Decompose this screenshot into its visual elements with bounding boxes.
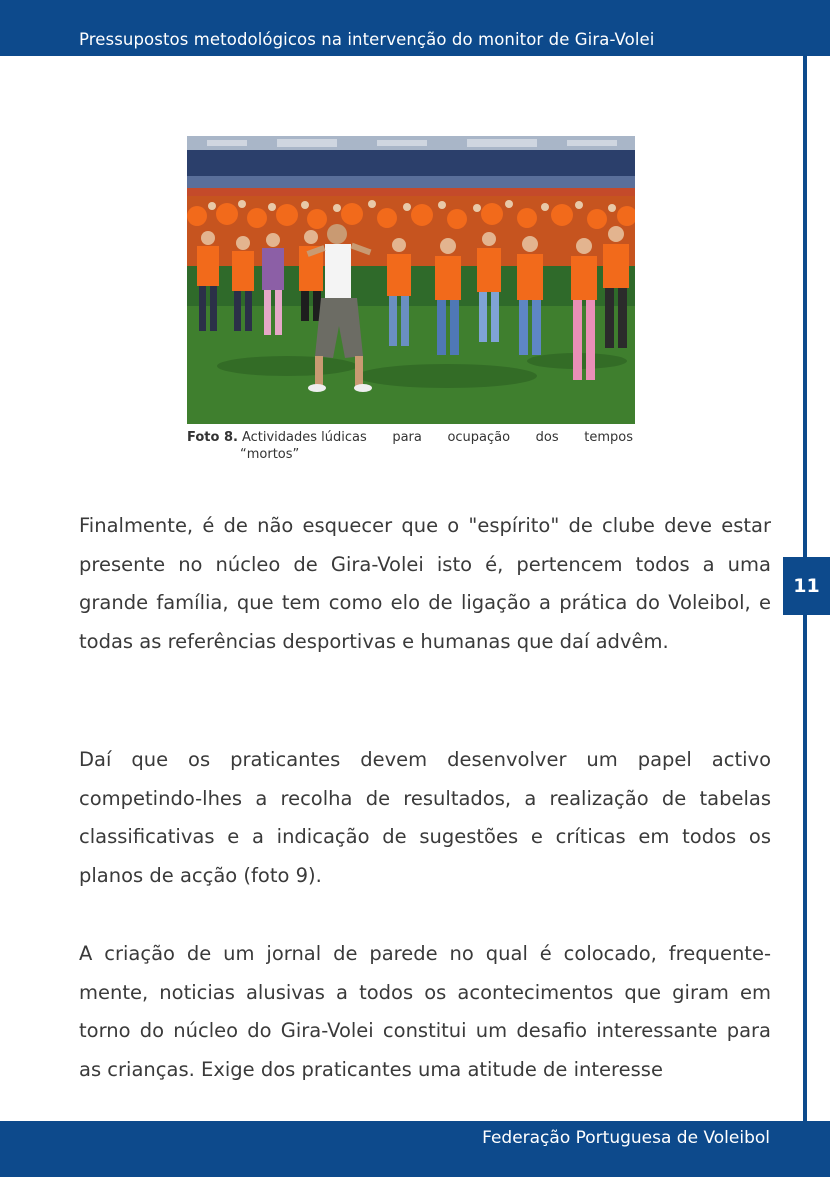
caption-word: Actividades lúdicas bbox=[241, 430, 367, 445]
body-paragraph-2: Daí que os praticantes devem desenvolver um papel activo competindo-lhes a recolha de resultados, a realização de tabelas classificativas e a indicação de sugestões e críticas em todos os planos de acção (foto 9). bbox=[79, 748, 771, 888]
photo-caption bbox=[187, 429, 633, 463]
caption-word: tempos bbox=[584, 430, 633, 445]
caption-line-2: “mortos” bbox=[240, 447, 300, 462]
photo-illustration bbox=[187, 136, 635, 424]
body-paragraph-3: A criação de um jornal de parede no qual é colocado, frequente-mente, noticias alusivas a todos os acontecimentos que giram em torno do núcleo do Gira-Volei constitui um desafio interessante para as crianças. Exige dos praticantes uma atitude de interesse bbox=[79, 942, 771, 1082]
page-number: 11 bbox=[793, 575, 820, 597]
header-title: Pressupostos metodológicos na intervenção do monitor de Gira-Volei bbox=[79, 30, 655, 49]
caption-word: para bbox=[392, 430, 422, 445]
caption-label: Foto 8. bbox=[187, 430, 238, 445]
photo-children-activity bbox=[187, 136, 635, 424]
footer-publisher: Federação Portuguesa de Voleibol bbox=[482, 1128, 770, 1148]
body-paragraph-1: Finalmente, é de não esquecer que o "espírito" de clube deve estar presente no núcleo de Gira-Volei isto é, pertencem todos a uma grande família, que tem como elo de ligação a prática do Voleibol, e todas as referências desportivas e humanas que daí advêm. bbox=[79, 514, 771, 654]
caption-line-1 bbox=[187, 429, 633, 446]
caption-word: dos bbox=[535, 430, 559, 445]
page-number-tab bbox=[783, 557, 830, 615]
caption-word: ocupação bbox=[447, 430, 511, 445]
